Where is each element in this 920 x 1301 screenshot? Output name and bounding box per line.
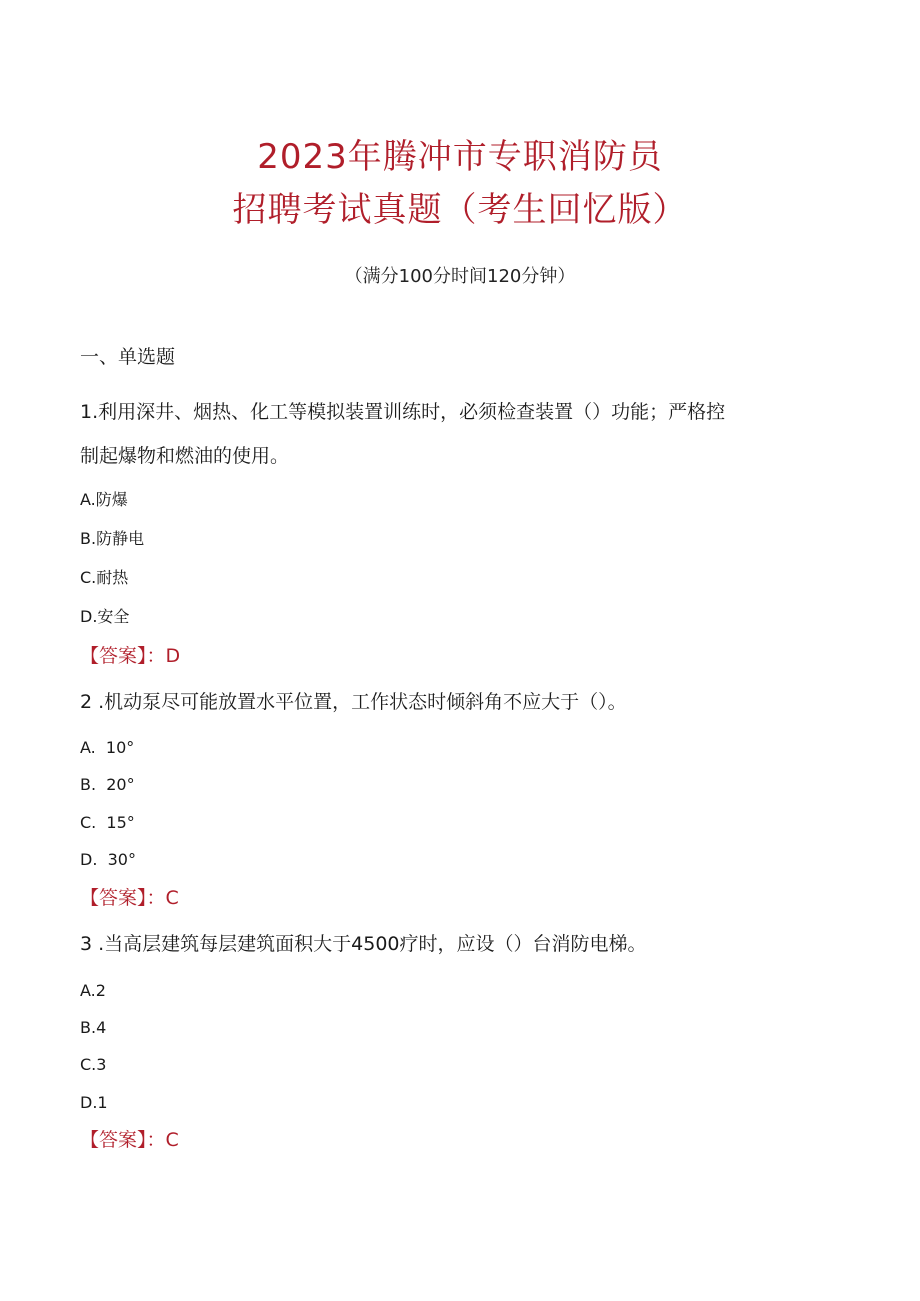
answer-value: D	[165, 645, 181, 667]
question-1-text-line-1: 1.利用深井、烟热、化工等模拟装置训练时，必须检查装置（）功能；严格控	[80, 401, 726, 423]
question-3-option-a: A.2	[80, 981, 106, 1000]
answer-value: C	[165, 887, 179, 909]
answer-label: 【答案】	[80, 1129, 147, 1151]
question-1-answer	[80, 643, 180, 669]
question-2-option-c: C. 15°	[80, 813, 135, 832]
answer-label: 【答案】	[80, 887, 147, 909]
section-heading: 一、单选题	[80, 346, 176, 368]
question-3-option-b: B.4	[80, 1018, 107, 1037]
answer-label: 【答案】	[80, 645, 147, 667]
question-3-text: 3 .当高层建筑每层建筑面积大于4500疗时，应设（）台消防电梯。	[80, 933, 647, 955]
question-3-option-d: D.1	[80, 1093, 108, 1112]
question-1-option-a: A.防爆	[80, 490, 128, 509]
question-2-answer	[80, 885, 179, 911]
exam-info: （满分100分时间120分钟）	[344, 266, 576, 287]
question-3-option-c: C.3	[80, 1055, 107, 1074]
document-title-line-1: 2023年腾冲市专职消防员	[257, 137, 663, 177]
question-2-text: 2 .机动泵尽可能放置水平位置，工作状态时倾斜角不应大于（）。	[80, 691, 627, 713]
question-2-option-d: D. 30°	[80, 850, 136, 869]
question-2-option-b: B. 20°	[80, 775, 135, 794]
question-1-option-b: B.防静电	[80, 529, 145, 548]
answer-separator: ：	[146, 887, 166, 909]
question-1-text-line-2: 制起爆物和燃油的使用。	[80, 445, 290, 467]
question-1-option-c: C.耐热	[80, 568, 129, 587]
answer-separator: ：	[146, 645, 166, 667]
question-1-option-d: D.安全	[80, 607, 130, 626]
question-2-option-a: A. 10°	[80, 738, 135, 757]
document-title-line-2: 招聘考试真题（考生回忆版）	[232, 190, 688, 230]
answer-separator: ：	[146, 1129, 166, 1151]
question-3-answer	[80, 1127, 179, 1153]
answer-value: C	[165, 1129, 179, 1151]
